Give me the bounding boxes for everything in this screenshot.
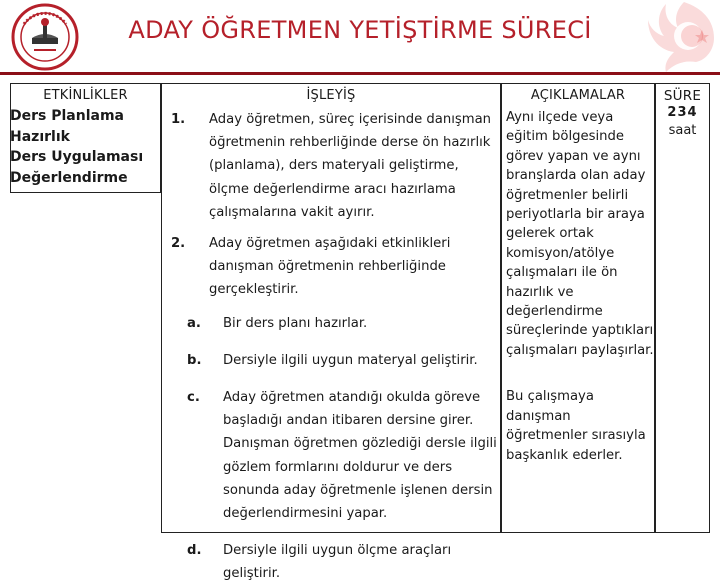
notes-text	[503, 108, 655, 465]
header-divider	[0, 72, 720, 75]
process-table	[10, 82, 710, 582]
sub-item-text: Aday öğretmen atandığı okulda göreve başladığı andan itibaren dersine girer. Danışman öğretmen gözlediği dersle ilgili gözlem formlarını doldurur ve ders sonunda aday öğretmenle işlenen dersin değerlendirmesini yapar.	[223, 390, 497, 522]
sub-item-b	[165, 349, 499, 372]
sub-item-text: Dersiyle ilgili uygun materyal geliştirir.	[223, 352, 478, 368]
sub-item-letter: b.	[187, 352, 202, 368]
duration-column	[655, 83, 710, 533]
sub-item-letter: a.	[187, 315, 201, 331]
step-text: Aday öğretmen aşağıdaki etkinlikleri danışman öğretmenin rehberliğinde gerçekleştirir.	[209, 236, 451, 298]
step-number: 1.	[171, 112, 186, 127]
step-number: 2.	[171, 236, 186, 252]
sub-item-text: Bir ders planı hazırlar.	[223, 315, 368, 331]
sub-item-d	[165, 539, 499, 585]
activity-item: Ders Planlama	[10, 108, 124, 124]
process-step-2	[165, 232, 499, 302]
sub-item-c	[165, 386, 499, 525]
notes-paragraph: Bu çalışmaya danışman öğretmenler sırasıyla başkanlık ederler.	[506, 389, 646, 463]
duration-unit: saat	[668, 122, 697, 138]
activity-item: Hazırlık	[10, 128, 70, 145]
notes-paragraph: Aynı ilçede veya eğitim bölgesinde görev yapan ve aynı branşlarda olan aday öğretmenler belirli periyotlarla bir araya gelerek ortak komisyon/atölye çalışmaları ile ön hazırlık ve değerlendirme süreçlerinde yaptıkları çalışmaları paylaşırlar.	[506, 110, 654, 358]
activity-item: Değerlendirme	[10, 169, 128, 186]
column-header-notes: AÇIKLAMALAR	[530, 88, 626, 103]
column-header-duration: SÜRE	[663, 88, 702, 104]
sub-item-letter: c.	[187, 390, 200, 406]
sub-item-a	[165, 312, 499, 335]
duration-value: 234	[667, 105, 698, 120]
step-text: Aday öğretmen, süreç içerisinde danışman öğretmenin rehberliğinde derse ön hazırlık (planlama), ders materyali geliştirme, ölçme değerlendirme aracı hazırlama çalışmalarına vakit ayırır.	[209, 112, 492, 220]
column-header-process: İŞLEYİŞ	[306, 88, 356, 103]
activity-item: Ders Uygulaması	[10, 149, 144, 165]
process-steps	[165, 108, 499, 586]
page-title: ADAY ÖĞRETMEN YETİŞTİRME SÜRECİ	[128, 16, 592, 44]
sub-item-letter: d.	[187, 543, 202, 559]
turkish-flag-icon	[644, 0, 716, 74]
process-step-1	[165, 108, 499, 224]
sub-item-text: Dersiyle ilgili uygun ölçme araçları geliştirir.	[223, 543, 452, 582]
duration-cell	[655, 104, 710, 139]
activities-list	[10, 106, 143, 188]
column-header-activities: ETKİNLİKLER	[43, 88, 128, 103]
